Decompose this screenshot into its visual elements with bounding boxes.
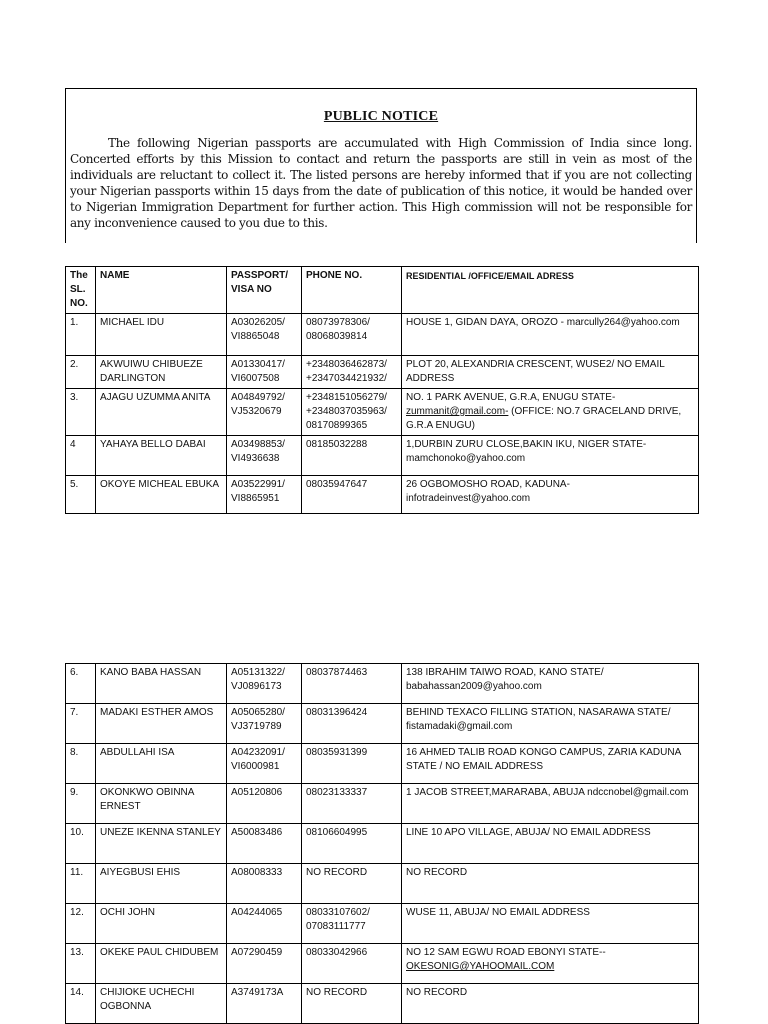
address-text: NO. 1 PARK AVENUE, G.R.A, ENUGU STATE- [406, 392, 616, 403]
cell-phone: 08106604995 [302, 824, 402, 864]
cell-name: CHIJIOKE UCHECHI OGBONNA [96, 984, 227, 1024]
address-tail-text: (OFFICE: NO.7 GRACELAND DRIVE, G.R.A ENUGU) [406, 406, 682, 431]
cell-phone: +2348036462873/ +2347034421932/ [302, 356, 402, 389]
cell-name: AIYEGBUSI EHIS [96, 864, 227, 904]
table-row [66, 436, 699, 476]
notice-body: The following Nigerian passports are accumulated with High Commission of India since long. Concerted efforts by this Mission to contact and return the passports are still in vein as most of the individuals are reluctant to collect it. The listed persons are hereby informed that if you are not collecting your Nigerian passports within 15 days from the date of publication of this notice, it would be handed over to Nigerian Immigration Department for further action. This High commission will not be responsible for any inconvenience caused to you due to this. [70, 136, 692, 230]
table-row [66, 314, 699, 356]
cell-sl-no: 12. [66, 904, 96, 944]
header-passport: PASSPORT/ VISA NO [227, 267, 302, 314]
cell-sl-no: 5. [66, 476, 96, 514]
cell-name: ABDULLAHI ISA [96, 744, 227, 784]
cell-phone: +2348151056279/ +2348037035963/ 08170899365 [302, 389, 402, 436]
cell-name: OKONKWO OBINNA ERNEST [96, 784, 227, 824]
cell-sl-no: 10. [66, 824, 96, 864]
cell-name: AJAGU UZUMMA ANITA [96, 389, 227, 436]
notice-title: PUBLIC NOTICE [323, 109, 439, 124]
header-address: RESIDENTIAL /OFFICE/EMAIL ADRESS [402, 267, 699, 314]
cell-name: MADAKI ESTHER AMOS [96, 704, 227, 744]
header-sl-no: The SL. NO. [66, 267, 96, 314]
cell-phone: 08185032288 [302, 436, 402, 476]
passport-table-page-1 [65, 266, 699, 514]
table-row [66, 984, 699, 1024]
cell-address: 1 JACOB STREET,MARARABA, ABUJA ndccnobel@gmail.com [402, 784, 699, 824]
table-row [66, 824, 699, 864]
cell-name: YAHAYA BELLO DABAI [96, 436, 227, 476]
cell-passport: A50083486 [227, 824, 302, 864]
cell-address: 26 OGBOMOSHO ROAD, KADUNA- infotradeinvest@yahoo.com [402, 476, 699, 514]
table-row [66, 389, 699, 436]
table-row [66, 744, 699, 784]
header-name: NAME [96, 267, 227, 314]
header-phone: PHONE NO. [302, 267, 402, 314]
cell-passport: A03026205/ VI8865048 [227, 314, 302, 356]
cell-passport: A05120806 [227, 784, 302, 824]
cell-phone: 08035947647 [302, 476, 402, 514]
cell-phone: 08035931399 [302, 744, 402, 784]
cell-address [402, 389, 699, 436]
cell-sl-no: 7. [66, 704, 96, 744]
cell-sl-no: 14. [66, 984, 96, 1024]
cell-address: NO RECORD [402, 984, 699, 1024]
cell-sl-no: 4 [66, 436, 96, 476]
cell-address: BEHIND TEXACO FILLING STATION, NASARAWA STATE/ fistamadaki@gmail.com [402, 704, 699, 744]
cell-address: WUSE 11, ABUJA/ NO EMAIL ADDRESS [402, 904, 699, 944]
cell-sl-no: 2. [66, 356, 96, 389]
cell-address: HOUSE 1, GIDAN DAYA, OROZO - marcully264@yahoo.com [402, 314, 699, 356]
address-text: NO 12 SAM EGWU ROAD EBONYI STATE-- [406, 947, 606, 958]
cell-passport: A07290459 [227, 944, 302, 984]
cell-phone: 08031396424 [302, 704, 402, 744]
table-row [66, 944, 699, 984]
cell-phone: NO RECORD [302, 984, 402, 1024]
cell-address: 138 IBRAHIM TAIWO ROAD, KANO STATE/ babahassan2009@yahoo.com [402, 664, 699, 704]
cell-passport: A04244065 [227, 904, 302, 944]
table-row [66, 704, 699, 744]
cell-name: UNEZE IKENNA STANLEY [96, 824, 227, 864]
cell-name: OKEKE PAUL CHIDUBEM [96, 944, 227, 984]
cell-address [402, 944, 699, 984]
table-row [66, 864, 699, 904]
cell-name: KANO BABA HASSAN [96, 664, 227, 704]
cell-sl-no: 11. [66, 864, 96, 904]
cell-name: OCHI JOHN [96, 904, 227, 944]
cell-name: MICHAEL IDU [96, 314, 227, 356]
table-row [66, 664, 699, 704]
cell-name: OKOYE MICHEAL EBUKA [96, 476, 227, 514]
cell-phone: NO RECORD [302, 864, 402, 904]
cell-address: 1,DURBIN ZURU CLOSE,BAKIN IKU, NIGER STATE- mamchonoko@yahoo.com [402, 436, 699, 476]
cell-passport: A01330417/ VI6007508 [227, 356, 302, 389]
cell-phone: 08033042966 [302, 944, 402, 984]
table-row [66, 784, 699, 824]
cell-phone: 08023133337 [302, 784, 402, 824]
cell-address: 16 AHMED TALIB ROAD KONGO CAMPUS, ZARIA KADUNA STATE / NO EMAIL ADDRESS [402, 744, 699, 784]
email-link[interactable]: OKESONIG@YAHOOMAIL.COM [406, 961, 555, 972]
cell-sl-no: 13. [66, 944, 96, 984]
cell-phone: 08073978306/ 08068039814 [302, 314, 402, 356]
cell-phone: 08037874463 [302, 664, 402, 704]
cell-name: AKWUIWU CHIBUEZE DARLINGTON [96, 356, 227, 389]
table-row [66, 356, 699, 389]
cell-sl-no: 8. [66, 744, 96, 784]
public-notice-box [65, 88, 697, 243]
cell-sl-no: 6. [66, 664, 96, 704]
passport-table-page-2 [65, 663, 699, 1024]
cell-phone: 08033107602/ 07083111777 [302, 904, 402, 944]
cell-address: LINE 10 APO VILLAGE, ABUJA/ NO EMAIL ADDRESS [402, 824, 699, 864]
cell-passport: A04849792/ VJ5320679 [227, 389, 302, 436]
cell-passport: A03498853/ VI4936638 [227, 436, 302, 476]
cell-passport: A05131322/ VJ0896173 [227, 664, 302, 704]
cell-address: PLOT 20, ALEXANDRIA CRESCENT, WUSE2/ NO EMAIL ADDRESS [402, 356, 699, 389]
cell-sl-no: 9. [66, 784, 96, 824]
cell-passport: A03522991/ VI8865951 [227, 476, 302, 514]
cell-passport: A05065280/ VJ3719789 [227, 704, 302, 744]
cell-sl-no: 1. [66, 314, 96, 356]
table-row [66, 904, 699, 944]
table-header-row [66, 267, 699, 314]
cell-passport: A04232091/ VI6000981 [227, 744, 302, 784]
email-link[interactable]: zummanit@gmail.com- [406, 406, 509, 417]
cell-passport: A3749173A [227, 984, 302, 1024]
table-row [66, 476, 699, 514]
cell-address: NO RECORD [402, 864, 699, 904]
cell-sl-no: 3. [66, 389, 96, 436]
cell-passport: A08008333 [227, 864, 302, 904]
